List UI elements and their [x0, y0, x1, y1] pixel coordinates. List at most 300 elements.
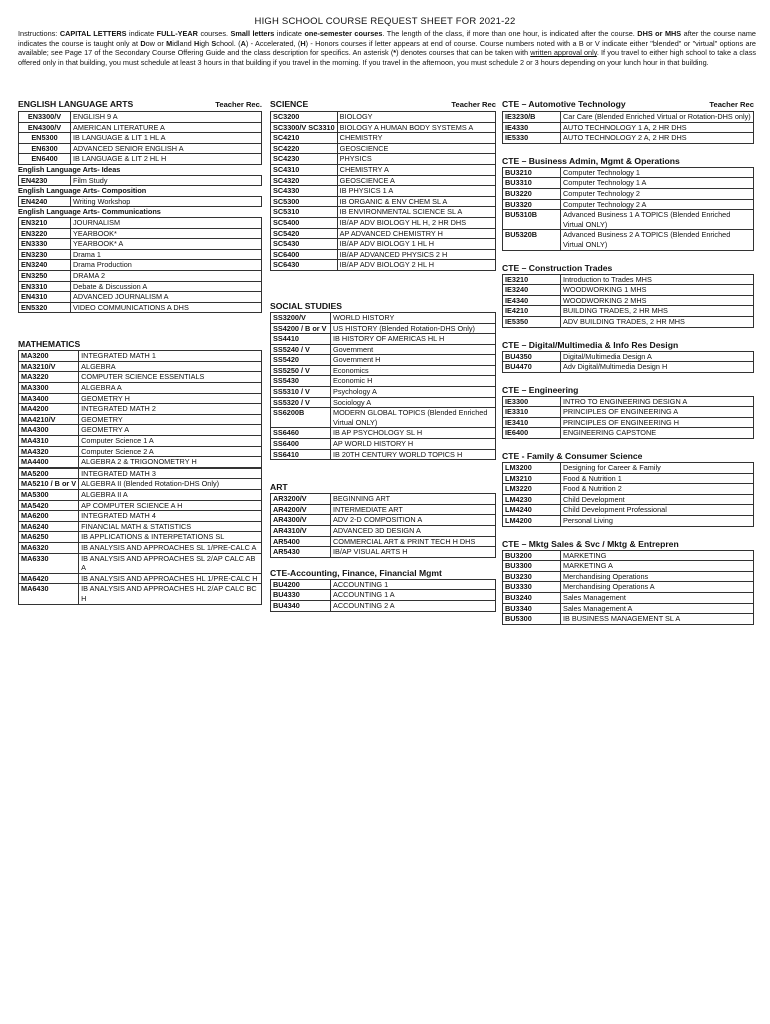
course-name: Introduction to Trades MHS	[561, 274, 754, 285]
course-table	[270, 111, 496, 271]
course-name: YEARBOOK*	[71, 228, 262, 239]
course-name: ACCOUNTING 1	[331, 579, 496, 590]
course-name: Computer Science 1 A	[79, 436, 262, 447]
table-row	[271, 526, 496, 537]
table-row	[271, 428, 496, 439]
course-code: SC4320	[271, 175, 338, 186]
course-code: BU3240	[503, 593, 561, 604]
course-name: Economics	[331, 365, 496, 376]
course-table	[502, 462, 754, 527]
course-name: ADVANCED JOURNALISM A	[71, 292, 262, 303]
table-row	[271, 439, 496, 450]
table-row	[19, 457, 262, 468]
table-row	[503, 351, 754, 362]
course-code: SS5240 / V	[271, 344, 331, 355]
course-name: IB PHYSICS 1 A	[337, 186, 495, 197]
course-name: PRINCIPLES OF ENGINEERING H	[561, 417, 754, 428]
table-row	[271, 494, 496, 505]
course-code: SS5320 / V	[271, 397, 331, 408]
course-code: MA4210/V	[19, 414, 79, 425]
course-name: ADV BUILDING TRADES, 2 HR MHS	[561, 316, 754, 327]
course-name: GEOSCIENCE A	[337, 175, 495, 186]
course-name: AMERICAN LITERATURE A	[71, 122, 262, 133]
course-code: IE5330	[503, 133, 561, 144]
course-name: IB/AP ADV BIOLOGY 2 HL H	[337, 260, 495, 271]
course-code: BU4330	[271, 590, 331, 601]
course-code: EN3300/V	[19, 112, 71, 123]
course-code: MA3210/V	[19, 361, 79, 372]
course-name: Sociology A	[331, 397, 496, 408]
table-row	[503, 561, 754, 572]
course-name: Government H	[331, 355, 496, 366]
course-code: SC4310	[271, 164, 338, 175]
course-name: ALGEBRA II (Blended Rotation-DHS Only)	[79, 479, 262, 490]
section-title: SOCIAL STUDIES	[270, 300, 342, 311]
table-row	[503, 614, 754, 625]
table-row	[19, 490, 262, 501]
section-title: ART	[270, 482, 288, 493]
course-name: IB ANALYSIS AND APPROACHES HL 2/AP CALC BC H	[79, 584, 262, 604]
course-code: SS4200 / B or V	[271, 323, 331, 334]
course-code: EN3250	[19, 270, 71, 281]
course-code: SS6200B	[271, 408, 331, 428]
course-table	[18, 196, 262, 208]
course-name: IB/AP ADV BIOLOGY 1 HL H	[337, 239, 495, 250]
table-row	[19, 573, 262, 584]
course-code: SC5400	[271, 217, 338, 228]
table-row	[19, 425, 262, 436]
course-name: Debate & Discussion A	[71, 281, 262, 292]
course-code: MA5200	[19, 468, 79, 479]
course-name: MARKETING A	[561, 561, 754, 572]
course-code: MA4320	[19, 446, 79, 457]
course-code: EN6400	[19, 154, 71, 165]
course-name: JOURNALISM	[71, 217, 262, 228]
section-title: ENGLISH LANGUAGE ARTS Teacher Rec.	[18, 99, 262, 109]
course-code: SC6400	[271, 249, 338, 260]
table-row	[19, 154, 262, 165]
table-row	[271, 323, 496, 334]
course-name: IB APPLICATIONS & INTERPETATIONS SL	[79, 532, 262, 543]
course-name: IB ANALYSIS AND APPROACHES SL 2/AP CALC AB A	[79, 553, 262, 573]
course-name: BUILDING TRADES, 2 HR MHS	[561, 306, 754, 317]
course-code: SC3300/V SC3310	[271, 122, 338, 133]
course-name: Designing for Career & Family	[561, 463, 754, 474]
course-name: WORLD HISTORY	[331, 312, 496, 323]
course-name: Digital/Multimedia Design A	[561, 351, 754, 362]
course-name: IB HISTORY OF AMERICAS HL H	[331, 334, 496, 345]
course-name: PHYSICS	[337, 154, 495, 165]
course-table	[18, 350, 262, 604]
section-title: CTE-Accounting, Finance, Financial Mgmt	[270, 567, 442, 578]
course-code: MA3300	[19, 383, 79, 394]
table-row	[19, 133, 262, 144]
table-row	[271, 376, 496, 387]
course-code: SC5420	[271, 228, 338, 239]
course-code: BU4350	[503, 351, 561, 362]
table-row	[503, 210, 754, 230]
table-row	[19, 468, 262, 479]
course-code: MA4200	[19, 404, 79, 415]
table-row	[19, 217, 262, 228]
course-code: EN3240	[19, 260, 71, 271]
table-row	[271, 449, 496, 460]
instructions: Instructions: CAPITAL LETTERS indicate FULL-YEAR courses. Small letters indicate one-semester courses. The length of the class, if more than one hour, is indicated after the course. DHS or MHS after the course name indicates the course is taught only at Dow or Midland High School. (A) - Accelerated, (H) - Honors courses if letter appears at end of course. Course numbers noted with a B or V indicate either "blended" or "virtual" options are available; see Page 17 of the Secondary Course Offering Guide and the class description for specifics. An asterisk (*) denotes courses that can be taken with written approval only. If you travel to either high school to take a class offered only in that building, you must schedule at least 3 hours in that building if you travel in the morning. If you travel in the afternoon, you must schedule 2 or 3 hours depending on your lunch hour in that building.	[18, 29, 757, 67]
course-code: IE4330	[503, 122, 561, 133]
table-row	[19, 196, 262, 207]
table-row	[503, 417, 754, 428]
table-row	[19, 542, 262, 553]
table-row	[503, 428, 754, 439]
table-row	[271, 365, 496, 376]
course-name: AP WORLD HISTORY H	[331, 439, 496, 450]
course-code: SS6400	[271, 439, 331, 450]
table-row	[271, 217, 496, 228]
table-row	[271, 355, 496, 366]
section-title: MATHEMATICS	[18, 339, 81, 350]
course-code: EN3330	[19, 239, 71, 250]
course-name: ENGLISH 9 A	[71, 112, 262, 123]
course-name: GEOMETRY H	[79, 393, 262, 404]
table-row	[19, 143, 262, 154]
table-row	[271, 334, 496, 345]
course-code: MA6250	[19, 532, 79, 543]
course-code: EN3210	[19, 217, 71, 228]
course-name: Child Development Professional	[561, 505, 754, 516]
course-code: MA5300	[19, 490, 79, 501]
course-code: MA3220	[19, 372, 79, 383]
course-code: BU3310	[503, 178, 561, 189]
table-row	[503, 407, 754, 418]
course-code: BU3300	[503, 561, 561, 572]
table-row	[19, 500, 262, 511]
course-name: Car Care (Blended Enriched Virtual or Rotation-DHS only)	[561, 112, 754, 123]
course-code: EN5320	[19, 302, 71, 313]
course-code: EN3310	[19, 281, 71, 292]
course-name: INTEGRATED MATH 1	[79, 351, 262, 362]
course-code: EN6300	[19, 143, 71, 154]
course-code: AR3200/V	[271, 494, 331, 505]
course-table	[502, 111, 754, 144]
course-name: CHEMISTRY	[337, 133, 495, 144]
course-code: MA6430	[19, 584, 79, 604]
table-row	[271, 122, 496, 133]
table-row	[19, 260, 262, 271]
course-table	[502, 396, 754, 439]
course-code: AR4300/V	[271, 515, 331, 526]
course-name: Advanced Business 2 A TOPICS (Blended Enriched Virtual ONLY)	[561, 230, 754, 250]
course-code: BU5320B	[503, 230, 561, 250]
course-name: Writing Workshop	[71, 196, 262, 207]
table-row	[271, 175, 496, 186]
table-row	[271, 387, 496, 398]
course-code: EN5300	[19, 133, 71, 144]
table-row	[19, 436, 262, 447]
course-code: IE3210	[503, 274, 561, 285]
course-name: MARKETING	[561, 550, 754, 561]
course-name: IB ANALYSIS AND APPROACHES SL 1/PRE-CALC A	[79, 542, 262, 553]
table-row	[19, 302, 262, 313]
course-code: MA3400	[19, 393, 79, 404]
course-name: IB LANGUAGE & LIT 2 HL H	[71, 154, 262, 165]
course-code: BU3230	[503, 571, 561, 582]
course-table	[18, 175, 262, 187]
section-title: CTE – Engineering	[502, 384, 579, 395]
table-row	[19, 175, 262, 186]
course-name: Computer Technology 1 A	[561, 178, 754, 189]
table-row	[503, 593, 754, 604]
course-name: GEOSCIENCE	[337, 143, 495, 154]
table-row	[271, 228, 496, 239]
course-name: DRAMA 2	[71, 270, 262, 281]
course-code: SC4210	[271, 133, 338, 144]
course-table	[18, 111, 262, 165]
course-name: Computer Science 2 A	[79, 446, 262, 457]
course-name: IB ENVIRONMENTAL SCIENCE SL A	[337, 207, 495, 218]
course-code: SS4410	[271, 334, 331, 345]
course-code: SS5250 / V	[271, 365, 331, 376]
course-code: BU4200	[271, 579, 331, 590]
course-name: INTEGRATED MATH 4	[79, 511, 262, 522]
course-name: ENGINEERING CAPSTONE	[561, 428, 754, 439]
course-name: IB/AP ADV BIOLOGY HL H, 2 HR DHS	[337, 217, 495, 228]
course-code: MA6200	[19, 511, 79, 522]
course-name: ALGEBRA A	[79, 383, 262, 394]
course-name: GEOMETRY	[79, 414, 262, 425]
course-name: WOODWORKING 1 MHS	[561, 285, 754, 296]
course-name: ADVANCED 3D DESIGN A	[331, 526, 496, 537]
course-name: GEOMETRY A	[79, 425, 262, 436]
course-name: BEGINNING ART	[331, 494, 496, 505]
course-name: AP COMPUTER SCIENCE A H	[79, 500, 262, 511]
table-row	[503, 306, 754, 317]
course-name: IB AP PSYCHOLOGY SL H	[331, 428, 496, 439]
course-code: IE3240	[503, 285, 561, 296]
course-code: IE4340	[503, 295, 561, 306]
course-code: MA4400	[19, 457, 79, 468]
course-code: LM3220	[503, 484, 561, 495]
table-row	[503, 603, 754, 614]
course-table	[502, 550, 754, 625]
table-row	[503, 484, 754, 495]
course-code: BU3200	[503, 550, 561, 561]
course-code: LM3210	[503, 473, 561, 484]
section-title: CTE – Construction Trades	[502, 262, 613, 273]
table-row	[19, 112, 262, 123]
section-title: CTE - Family & Consumer Science	[502, 451, 643, 462]
course-code: MA6320	[19, 542, 79, 553]
course-code: SS6460	[271, 428, 331, 439]
course-code: LM4230	[503, 494, 561, 505]
course-code: BU4470	[503, 362, 561, 373]
course-name: ALGEBRA	[79, 361, 262, 372]
course-code: LM4240	[503, 505, 561, 516]
course-code: EN3220	[19, 228, 71, 239]
table-row	[503, 582, 754, 593]
table-row	[271, 133, 496, 144]
table-row	[503, 396, 754, 407]
course-code: BU4340	[271, 600, 331, 611]
course-code: IE3230/B	[503, 112, 561, 123]
course-code: BU3330	[503, 582, 561, 593]
course-code: BU5310B	[503, 210, 561, 230]
course-code: EN4240	[19, 196, 71, 207]
course-name: IB ANALYSIS AND APPROACHES HL 1/PRE-CALC H	[79, 573, 262, 584]
course-code: MA4300	[19, 425, 79, 436]
table-row	[19, 239, 262, 250]
course-table	[502, 167, 754, 251]
course-name: INTEGRATED MATH 3	[79, 468, 262, 479]
table-row	[19, 521, 262, 532]
course-code: MA3200	[19, 351, 79, 362]
course-code: SS3200/V	[271, 312, 331, 323]
table-row	[271, 143, 496, 154]
table-row	[503, 516, 754, 527]
course-name: ACCOUNTING 1 A	[331, 590, 496, 601]
table-row	[503, 473, 754, 484]
table-row	[503, 122, 754, 133]
course-name: IB/AP ADVANCED PHYSICS 2 H	[337, 249, 495, 260]
table-row	[19, 281, 262, 292]
table-row	[271, 239, 496, 250]
course-code: MA6420	[19, 573, 79, 584]
table-row	[19, 553, 262, 573]
section-title: English Language Arts- Composition	[18, 186, 147, 196]
table-row	[19, 414, 262, 425]
course-name: Film Study	[71, 175, 262, 186]
table-row	[19, 351, 262, 362]
table-row	[503, 571, 754, 582]
course-name: Psychology A	[331, 387, 496, 398]
table-row	[503, 274, 754, 285]
table-row	[271, 397, 496, 408]
course-name: Computer Technology 2 A	[561, 199, 754, 210]
course-name: FINANCIAL MATH & STATISTICS	[79, 521, 262, 532]
course-code: EN4300/V	[19, 122, 71, 133]
course-table	[270, 579, 496, 612]
course-name: Government	[331, 344, 496, 355]
table-row	[19, 122, 262, 133]
table-row	[271, 590, 496, 601]
course-name: INTERMEDIATE ART	[331, 504, 496, 515]
course-code: SS6410	[271, 449, 331, 460]
course-name: Food & Nutrition 1	[561, 473, 754, 484]
course-code: SC4330	[271, 186, 338, 197]
course-code: SS5420	[271, 355, 331, 366]
course-code: SC6430	[271, 260, 338, 271]
section-title: CTE – Business Admin, Mgmt & Operations	[502, 155, 680, 166]
table-row	[19, 270, 262, 281]
table-row	[19, 228, 262, 239]
course-code: BU5300	[503, 614, 561, 625]
course-name: Child Development	[561, 494, 754, 505]
course-code: SC5300	[271, 196, 338, 207]
course-name: IB 20TH CENTURY WORLD TOPICS H	[331, 449, 496, 460]
course-name: ALGEBRA II A	[79, 490, 262, 501]
section-title: SCIENCE Teacher Rec	[270, 99, 496, 109]
table-row	[271, 536, 496, 547]
table-row	[503, 295, 754, 306]
course-name: Food & Nutrition 2	[561, 484, 754, 495]
course-name: Drama Production	[71, 260, 262, 271]
course-name: INTEGRATED MATH 2	[79, 404, 262, 415]
course-name: BIOLOGY A HUMAN BODY SYSTEMS A	[337, 122, 495, 133]
course-name: Adv Digital/Multimedia Design H	[561, 362, 754, 373]
course-code: SC5430	[271, 239, 338, 250]
course-name: Computer Technology 1	[561, 167, 754, 178]
course-name: INTRO TO ENGINEERING DESIGN A	[561, 396, 754, 407]
course-name: CHEMISTRY A	[337, 164, 495, 175]
table-row	[503, 188, 754, 199]
course-name: IB/AP VISUAL ARTS H	[331, 547, 496, 558]
section-title: English Language Arts- Ideas	[18, 164, 121, 174]
course-code: EN4230	[19, 175, 71, 186]
course-name: Personal Living	[561, 516, 754, 527]
course-code: MA6240	[19, 521, 79, 532]
course-code: IE3300	[503, 396, 561, 407]
column-2	[270, 99, 496, 612]
section-title: CTE – Mktg Sales & Svc / Mktg & Entrepren	[502, 538, 679, 549]
course-name: AUTO TECHNOLOGY 1 A, 2 HR DHS	[561, 122, 754, 133]
course-name: AUTO TECHNOLOGY 2 A, 2 HR DHS	[561, 133, 754, 144]
section-title: English Language Arts- Communications	[18, 207, 161, 217]
course-name: Merchandising Operations A	[561, 582, 754, 593]
course-name: VIDEO COMMUNICATIONS A DHS	[71, 302, 262, 313]
table-row	[271, 344, 496, 355]
course-name: US HISTORY (Blended Rotation-DHS Only)	[331, 323, 496, 334]
course-code: IE3310	[503, 407, 561, 418]
course-code: MA5420	[19, 500, 79, 511]
table-row	[503, 505, 754, 516]
table-row	[503, 133, 754, 144]
course-name: Drama 1	[71, 249, 262, 260]
course-code: IE4210	[503, 306, 561, 317]
course-name: IB BUSINESS MANAGEMENT SL A	[561, 614, 754, 625]
course-code: SS5310 / V	[271, 387, 331, 398]
page-title: HIGH SCHOOL COURSE REQUEST SHEET FOR 2021-22	[254, 16, 516, 27]
table-row	[503, 178, 754, 189]
table-row	[19, 372, 262, 383]
course-code: SC4220	[271, 143, 338, 154]
course-table	[502, 351, 754, 373]
course-code: IE6400	[503, 428, 561, 439]
table-row	[19, 404, 262, 415]
table-row	[503, 199, 754, 210]
table-row	[271, 579, 496, 590]
course-name: Computer Technology 2	[561, 188, 754, 199]
table-row	[503, 463, 754, 474]
course-code: LM4200	[503, 516, 561, 527]
table-row	[271, 196, 496, 207]
course-code: SC4230	[271, 154, 338, 165]
table-row	[19, 383, 262, 394]
course-name: Economic H	[331, 376, 496, 387]
course-name: COMMERCIAL ART & PRINT TECH H DHS	[331, 536, 496, 547]
course-code: SC3200	[271, 112, 338, 123]
course-name: Advanced Business 1 A TOPICS (Blended Enriched Virtual ONLY)	[561, 210, 754, 230]
table-row	[19, 511, 262, 522]
table-row	[271, 249, 496, 260]
course-code: BU3210	[503, 167, 561, 178]
table-row	[503, 167, 754, 178]
table-row	[271, 164, 496, 175]
table-row	[271, 260, 496, 271]
course-name: AP ADVANCED CHEMISTRY H	[337, 228, 495, 239]
course-code: IE5350	[503, 316, 561, 327]
course-code: BU3220	[503, 188, 561, 199]
course-name: Sales Management A	[561, 603, 754, 614]
table-row	[19, 532, 262, 543]
